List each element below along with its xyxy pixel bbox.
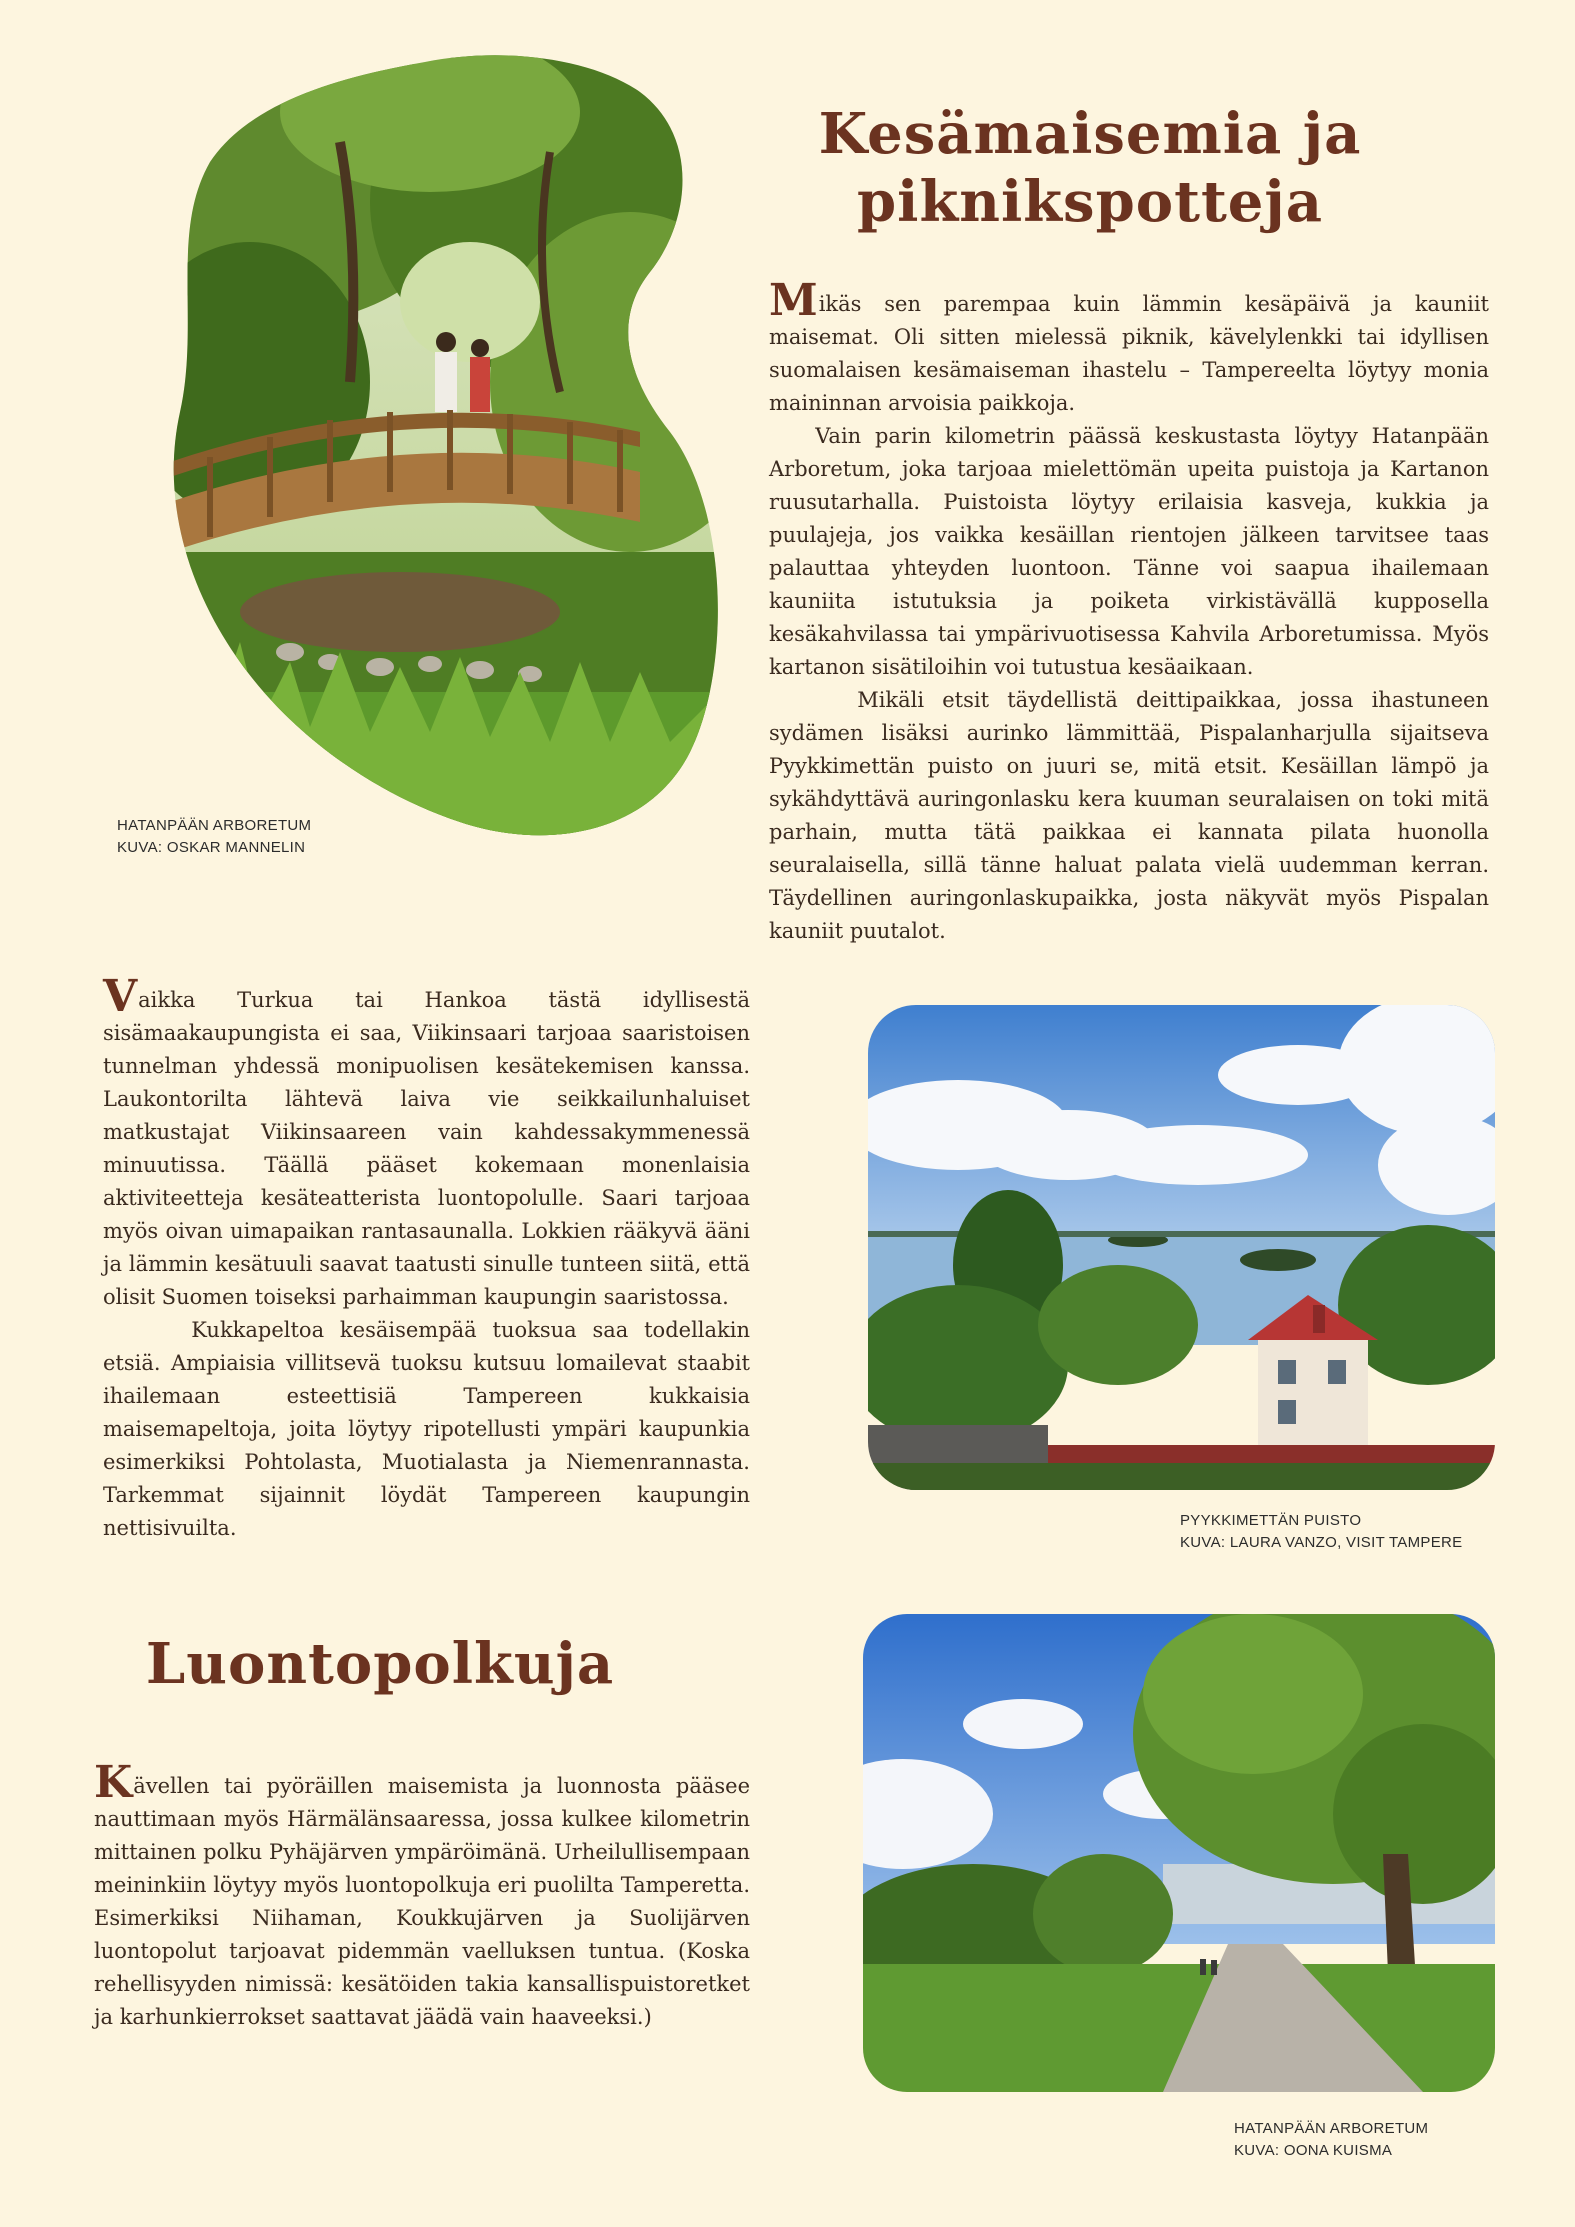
intro-paragraph-1-text: ikäs sen parempaa kuin lämmin kesäpäivä ja kauniit maisemat. Oli sitten mielessä piknik, kävelylenkki tai idyllisen suomalaisen kesämaiseman ihastelu – Tampereelta löytyy monia maininnan arvoisia paikkoja.	[769, 292, 1489, 415]
caption-credit: KUVA: LAURA VANZO, VISIT TAMPERE	[1180, 1534, 1463, 1551]
drop-cap: K	[94, 1757, 133, 1808]
intro-paragraph-1	[769, 275, 1489, 420]
photo-arboretum-bridge	[170, 52, 720, 842]
drop-cap: V	[103, 971, 138, 1022]
trails-paragraph-1-text: ävellen tai pyöräillen maisemista ja luonnosta pääsee nauttimaan myös Härmälänsaaressa, jossa kulkee kilometrin mittainen polku Pyhäjärven ympäröimänä. Urheilullisempaan meininkiin löytyy myös luontopolkuja eri puolilta Tamperetta. Esimerkiksi Niihaman, Koukkujärven ja Suolijärven luontopolut tarjoavat pidemmän vaelluksen tuntua. (Koska rehellisyyden nimissä: kesätöiden takia kansallispuistoretket ja karhunkierrokset saattavat jäädä vain haaveeksi.)	[94, 1774, 750, 2029]
intro-paragraph-2: Vain parin kilometrin päässä keskustasta löytyy Hatanpään Arboretum, joka tarjoaa mielettömän upeita puistoja ja Kartanon ruusutarhalla. Puistoista löytyy erilaisia kasveja, kukkia ja puulajeja, jos vaikka kesäillan rientojen jälkeen tarvitsee taas palauttaa yhteyden luontoon. Tänne voi saapua ihailemaan kauniita istutuksia ja poiketa virkistävällä kupposella kesäkahvilassa tai ympärivuotisessa Kahvila Arboretumissa. Myös kartanon sisätiloihin voi tutustua kesäaikaan.	[769, 424, 1489, 679]
islands-paragraph-1-text: aikka Turkua tai Hankoa tästä idyllisestä sisämaakaupungista ei saa, Viikinsaari tarjoaa saaristoisen tunnelman yhdessä monipuolisen kesätekemisen kanssa. Laukontorilta lähtevä laiva vie seikkailunhaluiset matkustajat Viikinsaareen vain kahdessakymmenessä minuutissa. Täällä pääset kokemaan monenlaisia aktiviteetteja kesäteatterista luontopolulle. Saari tarjoaa myös oivan uimapaikan rantasaunalla. Lokkien rääkyvä ääni ja lämmin kesätuuli saavat taatusti sinulle tunteen siitä, että olisit Suomen toiseksi parhaimman kaupungin saaristossa.	[103, 988, 750, 1309]
article-title-line2: piknikspotteja	[857, 169, 1323, 235]
article-title-line1: Kesämaisemia ja	[818, 101, 1362, 167]
photo-pyykkimetta-lake	[868, 1005, 1495, 1490]
trails-text	[94, 1757, 750, 2034]
section-title-trails: Luontopolkuja	[145, 1631, 615, 1697]
caption-place: HATANPÄÄN ARBORETUM	[117, 817, 312, 834]
caption-place: HATANPÄÄN ARBORETUM	[1234, 2120, 1429, 2137]
photo-caption-arboretum-1	[117, 815, 311, 859]
photo-caption-arboretum-2	[1234, 2118, 1428, 2162]
caption-place: PYYKKIMETTÄN PUISTO	[1180, 1512, 1362, 1529]
photo-caption-pyykkimetta	[1180, 1510, 1462, 1554]
caption-credit: KUVA: OSKAR MANNELIN	[117, 839, 306, 856]
article-title	[760, 100, 1420, 236]
islands-paragraph-1	[103, 971, 750, 1314]
intro-text	[769, 275, 1489, 948]
islands-paragraph-2: Kukkapeltoa kesäisempää tuoksua saa todellakin etsiä. Ampiaisia villitsevä tuoksu kutsuu lomailevat staabit ihailemaan esteettisiä Tampereen kukkaisia maisemapeltoja, joita löytyy ripotellusti ympäri kaupunkia esimerkiksi Pohtolasta, Muotialasta ja Niemenrannasta. Tarkemmat sijainnit löydät Tampereen kaupungin nettisivuilta.	[103, 1318, 750, 1540]
drop-cap: M	[769, 275, 818, 326]
islands-text	[103, 971, 750, 1545]
caption-credit: KUVA: OONA KUISMA	[1234, 2142, 1393, 2159]
intro-paragraph-3: Mikäli etsit täydellistä deittipaikkaa, jossa ihastuneen sydämen lisäksi aurinko lämmittää, Pispalanharjulla sijaitseva Pyykkimettän puisto on juuri se, mitä etsit. Kesäillan lämpö ja sykähdyttävä auringonlasku kera kuuman seuralaisen on toki mitä parhain, mutta tätä paikkaa ei kannata pilata huonolla seuralaisella, sillä tänne haluat palata vielä uudemman kerran. Täydellinen auringonlaskupaikka, josta näkyvät myös Pispalan kauniit puutalot.	[769, 688, 1489, 943]
photo-arboretum-path	[863, 1614, 1495, 2092]
trails-paragraph-1	[94, 1757, 750, 2034]
